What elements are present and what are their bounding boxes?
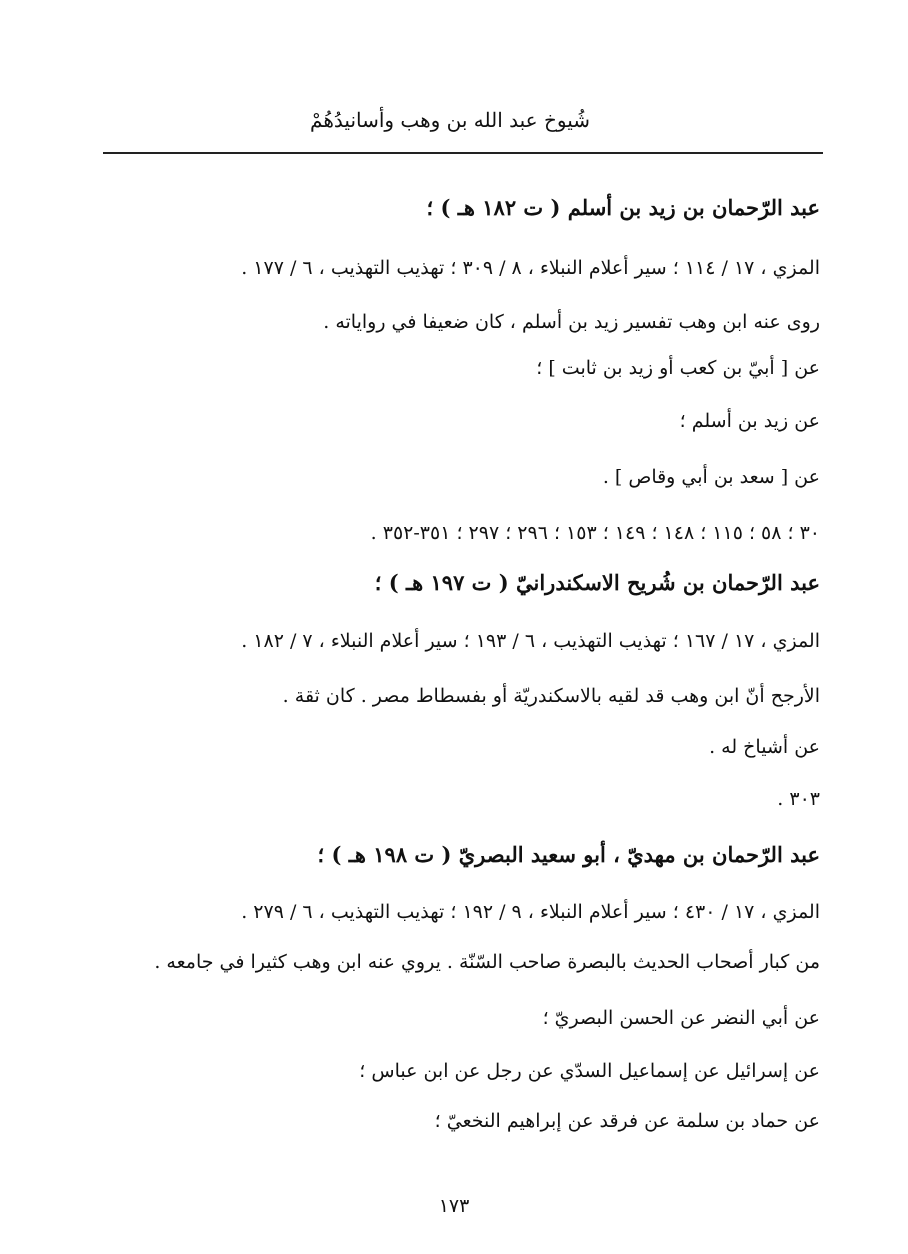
entry-numbers: ٣٠ ؛ ٥٨ ؛ ١١٥ ؛ ١٤٨ ؛ ١٤٩ ؛ ١٥٣ ؛ ٢٩٦ ؛ ٢٩٧ ؛ ٣٥١-٣٥٢ . <box>370 522 820 544</box>
entry-references: المزي ، ١٧ / ٤٣٠ ؛ سير أعلام النبلاء ، ٩ / ١٩٢ ؛ تهذيب التهذيب ، ٦ / ٢٧٩ . <box>241 901 820 923</box>
running-header: شُيوخ عبد الله بن وهب وأسانيدُهُمْ <box>310 108 590 132</box>
entry-chain: عن أشياخ له . <box>709 736 820 758</box>
entry-references: المزي ، ١٧ / ١١٤ ؛ سير أعلام النبلاء ، ٨ / ٣٠٩ ؛ تهذيب التهذيب ، ٦ / ١٧٧ . <box>241 257 820 279</box>
entry-numbers: ٣٠٣ . <box>777 788 820 810</box>
entry-heading: عبد الرّحمان بن زيد بن أسلم ( ت ١٨٢ هـ ) ؛ <box>426 195 820 220</box>
page-number: ١٧٣ <box>438 1195 470 1217</box>
entry-heading: عبد الرّحمان بن مهديّ ، أبو سعيد البصريّ ( ت ١٩٨ هـ ) ؛ <box>317 842 820 867</box>
entry-chain: عن حماد بن سلمة عن فرقد عن إبراهيم النخعيّ ؛ <box>434 1110 820 1132</box>
entry-chain: عن إسرائيل عن إسماعيل السدّي عن رجل عن ابن عباس ؛ <box>359 1060 820 1082</box>
header-rule <box>103 152 823 154</box>
entry-heading: عبد الرّحمان بن شُريح الاسكندرانيّ ( ت ١٩٧ هـ ) ؛ <box>374 570 820 595</box>
entry-references: المزي ، ١٧ / ١٦٧ ؛ تهذيب التهذيب ، ٦ / ١٩٣ ؛ سير أعلام النبلاء ، ٧ / ١٨٢ . <box>241 630 820 652</box>
entry-chain: عن زيد بن أسلم ؛ <box>679 410 820 432</box>
entry-note: الأرجح أنّ ابن وهب قد لقيه بالاسكندريّة أو بفسطاط مصر . كان ثقة . <box>282 685 820 707</box>
entry-chain: عن أبي النضر عن الحسن البصريّ ؛ <box>542 1007 820 1029</box>
entry-chain: عن [ سعد بن أبي وقاص ] . <box>602 466 820 488</box>
entry-note: روى عنه ابن وهب تفسير زيد بن أسلم ، كان ضعيفا في رواياته . <box>323 311 820 333</box>
entry-note: من كبار أصحاب الحديث بالبصرة صاحب السّنّة . يروي عنه ابن وهب كثيرا في جامعه . <box>154 951 820 973</box>
entry-chain: عن [ أبيّ بن كعب أو زيد بن ثابت ] ؛ <box>536 357 820 379</box>
